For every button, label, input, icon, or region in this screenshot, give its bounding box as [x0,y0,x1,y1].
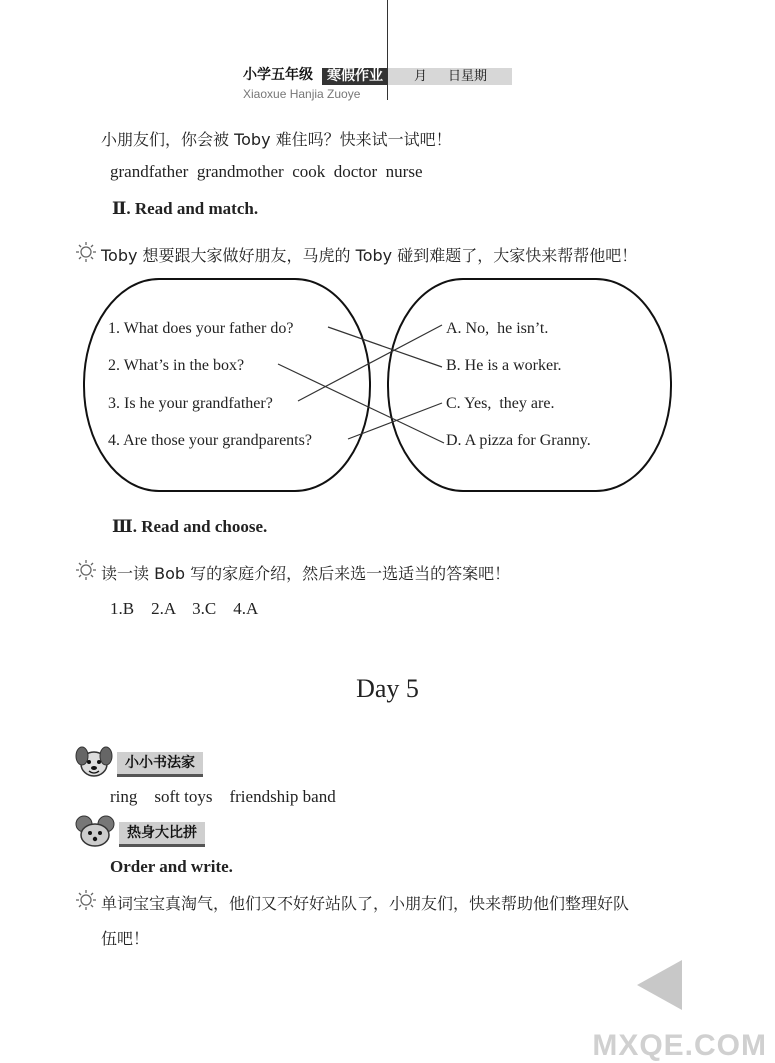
header-vertical-line [387,0,388,100]
match-diagram [80,275,680,500]
header-grade: 小学五年级 [243,67,313,83]
question-2: 2. What’s in the box? [108,357,245,374]
header-date-box [388,68,512,85]
header-month: 月 [414,69,428,84]
answer-d: D. A pizza for Granny. [446,432,591,449]
section2-title: Ⅱ. Read and match. [112,199,259,218]
section3-prompt: 读一读 Bob 写的家庭介绍，然后来选一选适当的答案吧！ [101,564,511,583]
match-line-4-c [348,403,442,439]
section3-title: Ⅲ. Read and choose. [112,517,268,536]
watermark: MXQE.COM [592,1029,767,1062]
puppy-icon [74,742,114,782]
section5-prompt-line1: 单词宝宝真淘气，他们又不好好站队了，小朋友们，快来帮助他们整理好队 [101,894,630,913]
question-3: 3. Is he your grandfather? [108,395,273,412]
answer-b: B. He is a worker. [446,357,562,374]
section4-answer: ring soft toys friendship band [110,787,336,806]
arrow-watermark-icon [632,960,692,1010]
answer-c: C. Yes, they are. [446,395,555,412]
section3-answer: 1.B 2.A 3.C 4.A [110,599,259,618]
section5-badge: 热身大比拼 [119,822,205,847]
sun-icon [75,241,97,263]
day-title: Day 5 [356,674,419,703]
section2-prompt: Toby 想要跟大家做好朋友，马虎的 Toby 碰到难题了，大家快来帮帮他吧！ [101,246,638,265]
section5-title: Order and write. [110,857,233,876]
match-line-1-b [328,327,442,367]
header-homework-label: 寒假作业 [322,68,388,85]
section5-prompt-line2: 伍吧！ [101,929,150,948]
sun-icon [75,889,97,911]
sun-icon [75,559,97,581]
answer-a: A. No, he isn’t. [446,320,549,337]
question-4: 4. Are those your grandparents? [108,432,312,449]
header-pinyin: Xiaoxue Hanjia Zuoye [243,87,361,101]
section1-answer: grandfather grandmother cook doctor nurse [110,162,423,181]
header-day: 日星期 [448,69,488,84]
mouse-icon [74,814,118,850]
question-1: 1. What does your father do? [108,320,294,337]
right-oval [388,279,671,491]
section4-badge: 小小书法家 [117,752,203,777]
section1-prompt: 小朋友们，你会被 Toby 难住吗？快来试一试吧！ [101,130,452,149]
